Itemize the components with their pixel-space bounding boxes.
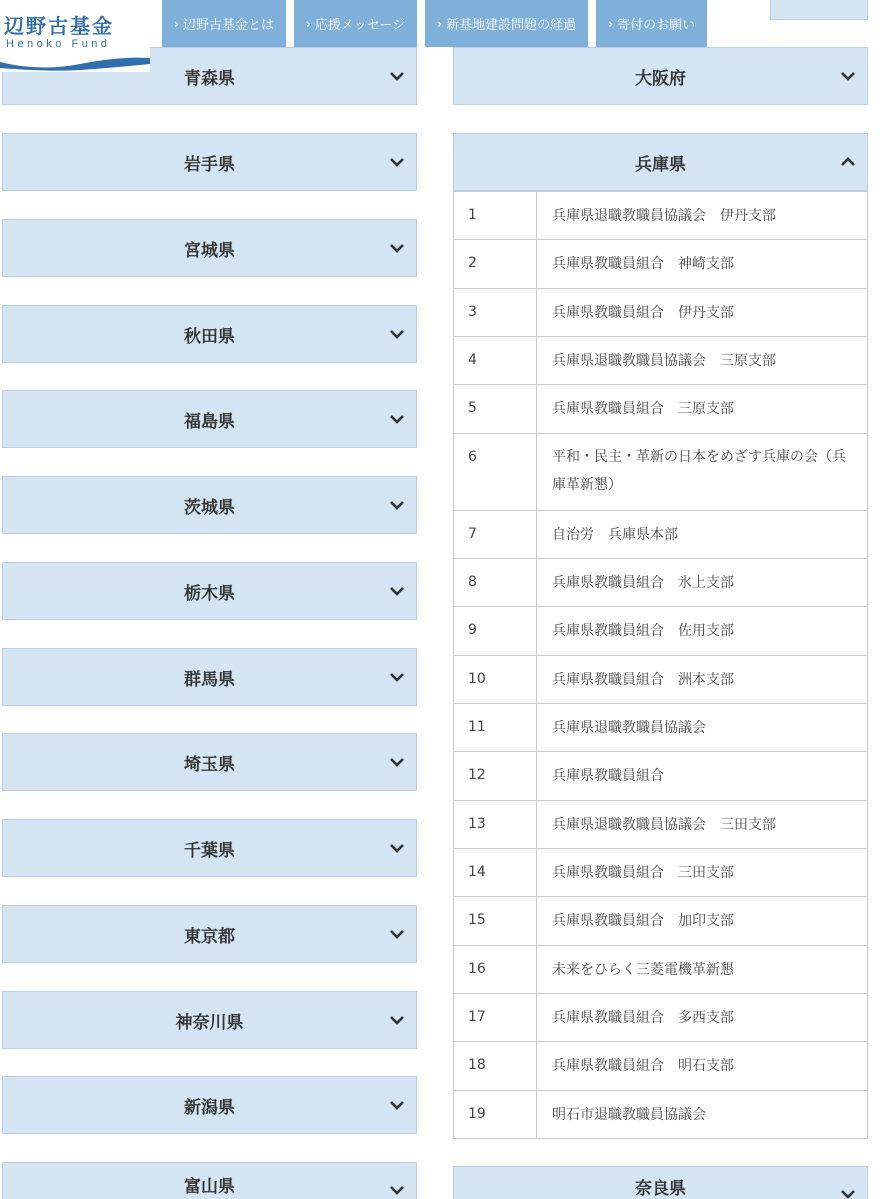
organization-name: 未来をひらく三菱電機革新懇: [537, 946, 868, 994]
chevron-down-icon: [388, 239, 406, 257]
organization-name: 兵庫県教職員組合 三田支部: [537, 849, 868, 897]
organization-name: 明石市退職教職員協議会: [537, 1091, 868, 1139]
chevron-down-icon: [388, 582, 406, 600]
accordion-header-akita[interactable]: [2, 305, 417, 363]
table-row: [454, 656, 868, 704]
accordion-title: 奈良県: [635, 1179, 686, 1199]
accordion-title: 岩手県: [184, 154, 235, 175]
chevron-down-icon: [388, 410, 406, 428]
accordion-title: 富山県: [184, 1177, 235, 1197]
logo-title: 辺野古基金: [4, 14, 114, 38]
accordion-header-toyama[interactable]: [2, 1162, 417, 1199]
row-number: 9: [454, 607, 537, 656]
row-number: 1: [454, 192, 537, 240]
chevron-down-icon: [388, 496, 406, 514]
organization-name: 兵庫県教職員組合 三原支部: [537, 385, 868, 434]
table-row: [454, 946, 868, 994]
accordion-header-saitama[interactable]: [2, 733, 417, 791]
organization-name: 兵庫県教職員組合 多西支部: [537, 994, 868, 1042]
chevron-right-icon: ›: [305, 16, 311, 31]
row-number: 11: [454, 704, 537, 752]
row-number: 17: [454, 994, 537, 1042]
logo-subtitle: Henoko Fund: [6, 38, 111, 50]
row-number: 4: [454, 337, 537, 385]
accordion-title: 福島県: [184, 411, 235, 432]
site-logo[interactable]: [0, 0, 150, 72]
global-nav: [162, 0, 715, 47]
accordion-title: 千葉県: [184, 840, 235, 861]
accordion-title: 大阪府: [635, 68, 686, 89]
chevron-down-icon: [388, 1096, 406, 1114]
accordion-header-fukushima[interactable]: [2, 390, 417, 448]
accordion-header-hyogo[interactable]: [453, 133, 868, 191]
table-row: [454, 994, 868, 1042]
organization-name: 兵庫県教職員組合 氷上支部: [537, 559, 868, 607]
table-row: [454, 385, 868, 434]
row-number: 7: [454, 511, 537, 559]
nav-item-messages[interactable]: [294, 0, 417, 47]
organization-name: 平和・民主・革新の日本をめざす兵庫の会（兵庫革新懇）: [537, 434, 868, 511]
row-number: 3: [454, 289, 537, 337]
chevron-down-icon: [388, 1181, 406, 1199]
accordion-header-partial[interactable]: [770, 0, 868, 20]
accordion-title: 栃木県: [184, 583, 235, 604]
row-number: 8: [454, 559, 537, 607]
chevron-down-icon: [388, 325, 406, 343]
accordion-title: 宮城県: [184, 240, 235, 261]
accordion-header-tochigi[interactable]: [2, 562, 417, 620]
accordion-title: 新潟県: [184, 1097, 235, 1118]
row-number: 13: [454, 801, 537, 849]
nav-label: 辺野古基金とは: [182, 18, 274, 33]
row-number: 15: [454, 897, 537, 946]
chevron-right-icon: ›: [608, 16, 614, 31]
accordion-header-chiba[interactable]: [2, 819, 417, 877]
accordion-title: 東京都: [184, 926, 235, 947]
accordion-title: 青森県: [184, 68, 235, 89]
table-row: [454, 849, 868, 897]
accordion-header-gunma[interactable]: [2, 648, 417, 706]
table-row: [454, 1042, 868, 1091]
accordion-title: 群馬県: [184, 669, 235, 690]
table-row: [454, 434, 868, 511]
table-row: [454, 289, 868, 337]
accordion-header-osaka[interactable]: [453, 47, 868, 105]
organization-name: 兵庫県教職員組合 佐用支部: [537, 607, 868, 656]
organization-name: 兵庫県退職教職員協議会 伊丹支部: [537, 192, 868, 240]
chevron-down-icon: [388, 839, 406, 857]
row-number: 14: [454, 849, 537, 897]
chevron-down-icon: [388, 1011, 406, 1029]
row-number: 5: [454, 385, 537, 434]
chevron-down-icon: [388, 67, 406, 85]
table-row: [454, 801, 868, 849]
organization-name: 兵庫県退職教職員協議会 三原支部: [537, 337, 868, 385]
chevron-down-icon: [388, 753, 406, 771]
organization-name: 兵庫県教職員組合 伊丹支部: [537, 289, 868, 337]
accordion-title: 兵庫県: [635, 154, 686, 175]
chevron-up-icon: [839, 153, 857, 171]
wave-icon: [0, 52, 150, 72]
chevron-right-icon: ›: [437, 16, 443, 31]
accordion-header-kanagawa[interactable]: [2, 991, 417, 1049]
accordion-header-nara[interactable]: [453, 1166, 868, 1199]
row-number: 10: [454, 656, 537, 704]
nav-label: 寄付のお願い: [617, 18, 696, 33]
accordion-title: 神奈川県: [175, 1012, 244, 1033]
row-number: 16: [454, 946, 537, 994]
nav-item-about[interactable]: [162, 0, 286, 47]
nav-label: 応援メッセージ: [314, 18, 406, 33]
accordion-header-ibaraki[interactable]: [2, 476, 417, 534]
organization-name: 兵庫県教職員組合 洲本支部: [537, 656, 868, 704]
accordion-title: 茨城県: [184, 497, 235, 518]
table-row: [454, 607, 868, 656]
row-number: 18: [454, 1042, 537, 1091]
table-row: [454, 1091, 868, 1139]
organization-name: 兵庫県教職員組合: [537, 752, 868, 801]
accordion-header-niigata[interactable]: [2, 1076, 417, 1134]
accordion-header-miyagi[interactable]: [2, 219, 417, 277]
table-row: [454, 511, 868, 559]
accordion-title: 埼玉県: [184, 754, 235, 775]
organization-name: 兵庫県教職員組合 神崎支部: [537, 240, 868, 289]
organization-name: 兵庫県退職教職員協議会 三田支部: [537, 801, 868, 849]
nav-item-donate[interactable]: [596, 0, 707, 47]
chevron-down-icon: [388, 668, 406, 686]
organization-name: 自治労 兵庫県本部: [537, 511, 868, 559]
row-number: 12: [454, 752, 537, 801]
row-number: 19: [454, 1091, 537, 1139]
table-row: [454, 897, 868, 946]
hyogo-member-table: [453, 191, 868, 1139]
chevron-down-icon: [839, 1185, 857, 1199]
chevron-down-icon: [388, 925, 406, 943]
organization-name: 兵庫県退職教職員協議会: [537, 704, 868, 752]
table-row: [454, 240, 868, 289]
accordion-header-iwate[interactable]: [2, 133, 417, 191]
nav-item-history[interactable]: [425, 0, 588, 47]
organization-name: 兵庫県教職員組合 明石支部: [537, 1042, 868, 1091]
accordion-header-tokyo[interactable]: [2, 905, 417, 963]
accordion-title: 秋田県: [184, 326, 235, 347]
row-number: 2: [454, 240, 537, 289]
table-row: [454, 752, 868, 801]
table-row: [454, 704, 868, 752]
row-number: 6: [454, 434, 537, 511]
table-row: [454, 559, 868, 607]
chevron-down-icon: [388, 153, 406, 171]
table-row: [454, 337, 868, 385]
chevron-right-icon: ›: [174, 16, 179, 31]
chevron-down-icon: [839, 67, 857, 85]
organization-name: 兵庫県教職員組合 加印支部: [537, 897, 868, 946]
nav-label: 新基地建設問題の経過: [446, 18, 577, 33]
table-row: [454, 192, 868, 240]
